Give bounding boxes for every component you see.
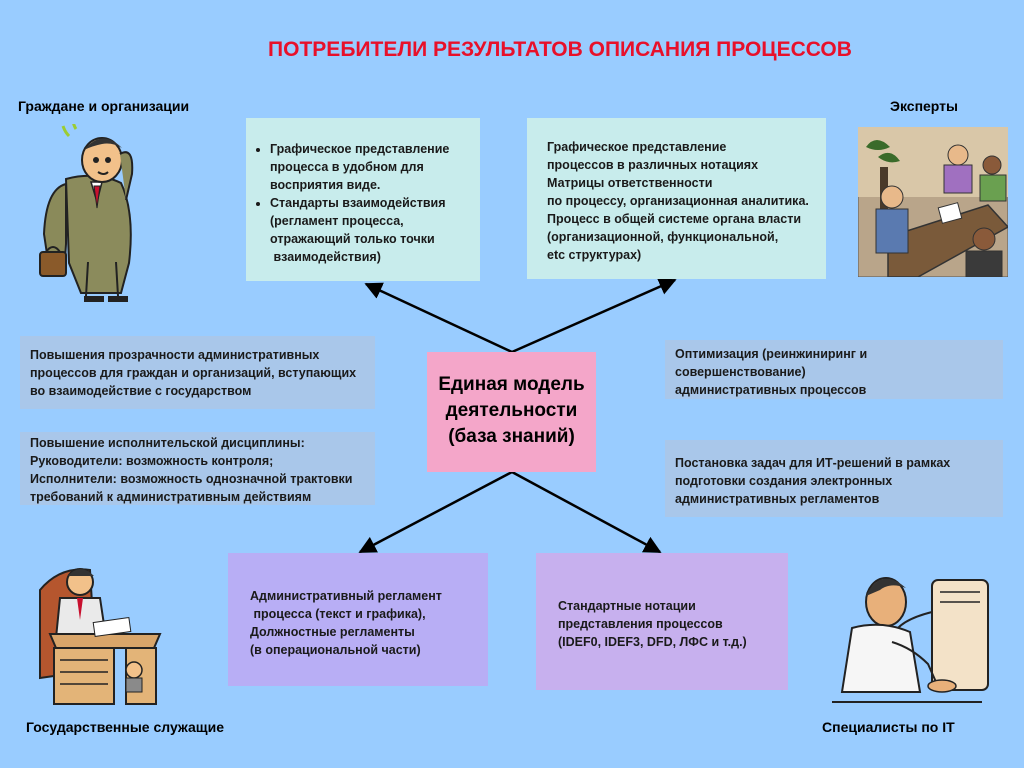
confused-businessman-illustration bbox=[36, 124, 146, 304]
center-line-3: (база знаний) bbox=[448, 426, 575, 447]
center-line-2: деятельности bbox=[445, 400, 578, 421]
arrow-to-bottom-left bbox=[360, 472, 512, 552]
civil-servant-desk-illustration bbox=[30, 560, 180, 710]
it-tasks-box: Постановка задач для ИТ-решений в рамках подготовки создания электронных административных регламентов bbox=[665, 440, 1003, 517]
arrow-to-top-right bbox=[512, 280, 675, 352]
role-label-civil-servants: Государственные служащие bbox=[26, 719, 224, 735]
center-knowledge-base-box bbox=[427, 352, 596, 472]
list-item: • Стандарты взаимодействия (регламент процесса, отражающий только точки взаимодействия) bbox=[270, 194, 474, 266]
role-label-it-specialists: Специалисты по IT bbox=[822, 719, 955, 735]
optimization-box: Оптимизация (реинжиниринг и совершенствование) административных процессов bbox=[665, 340, 1003, 399]
discipline-box: Повышение исполнительской дисциплины: Руководители: возможность контроля; Исполнители: возможность однозначной трактовки требований к административным действиям bbox=[20, 432, 375, 505]
experts-meeting-illustration bbox=[858, 127, 1008, 277]
citizens-benefits-box bbox=[246, 118, 480, 281]
transparency-box: Повышения прозрачности административных процессов для граждан и организаций, вступающих во взаимодействие с государством bbox=[20, 336, 375, 409]
page-title: ПОТРЕБИТЕЛИ РЕЗУЛЬТАТОВ ОПИСАНИЯ ПРОЦЕССОВ bbox=[268, 38, 852, 61]
center-line-1: Единая модель bbox=[438, 374, 585, 395]
it-specialist-illustration bbox=[832, 562, 992, 712]
experts-benefits-box: Графическое представление процессов в различных нотациях Матрицы ответственности по процессу, организационная аналитика. Процесс в общей системе органа власти (организационной, функциональной, etc структурах) bbox=[527, 118, 826, 279]
regulations-box: Административный регламент процесса (текст и графика), Должностные регламенты (в операциональной части) bbox=[228, 553, 488, 686]
role-label-citizens: Граждане и организации bbox=[18, 98, 190, 114]
role-label-experts: Эксперты bbox=[890, 98, 958, 114]
notations-box: Стандартные нотации представления процессов (IDEF0, IDEF3, DFD, ЛФС и т.д.) bbox=[536, 553, 788, 690]
list-item: • Графическое представление процесса в удобном для восприятия виде. bbox=[270, 140, 474, 194]
arrow-to-top-left bbox=[366, 284, 512, 352]
arrow-to-bottom-right bbox=[512, 472, 660, 552]
